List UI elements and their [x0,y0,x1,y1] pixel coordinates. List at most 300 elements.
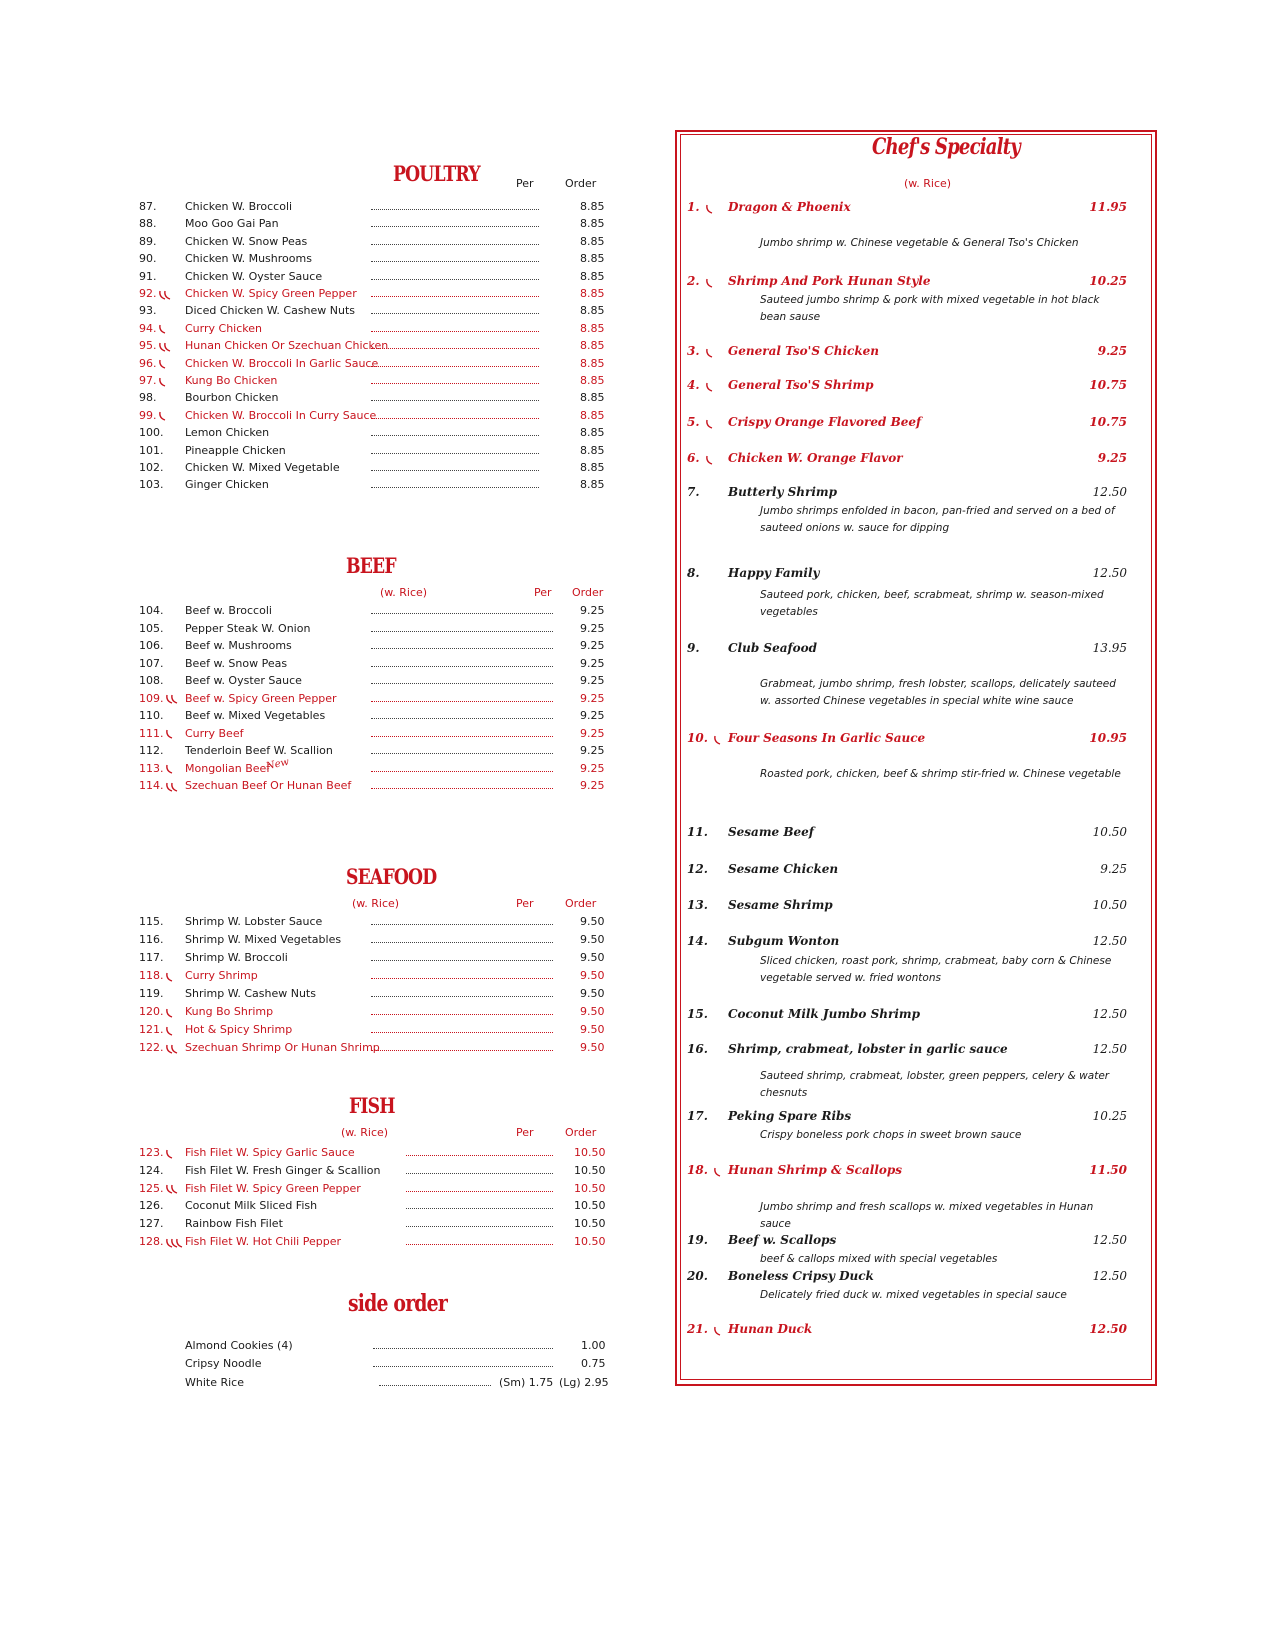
item-description: Roasted pork, chicken, beef & shrimp stir-fried w. Chinese vegetable [760,768,1121,780]
item-number [139,461,181,474]
item-price: 9.25 [580,761,605,775]
seafood-rice-note: (w. Rice) [352,897,400,910]
item-price: 9.25 [1100,862,1127,876]
item-number-text: 1. [687,200,700,214]
leader-dots [371,666,553,667]
item-description: Sauteed shrimp, crabmeat, lobster, green peppers, celery & water chesnuts [760,1070,1110,1099]
item-price: 10.75 [1089,378,1127,392]
item-name: Hunan Duck [728,1322,813,1336]
item-number [139,478,181,491]
item-number [687,1269,708,1283]
item-number-text: 95. [139,339,157,353]
item-price: 9.25 [580,691,605,705]
specialty-item [687,274,1127,292]
chili-pepper-icon [158,359,169,370]
leader-dots [371,348,539,349]
leader-dots [371,435,539,436]
specialty-item [687,934,1127,952]
item-name: Four Seasons In Garlic Sauce [728,731,926,745]
item-number [139,1199,181,1212]
item-price: 9.25 [1097,344,1127,358]
item-number-text: 117. [139,951,164,964]
beef-per-header: Per [534,586,552,599]
list-item [139,391,609,408]
item-price: 8.85 [580,304,605,318]
item-name: Rainbow Fish Filet [185,1217,283,1231]
fish-rice-note: (w. Rice) [341,1126,389,1139]
poultry-order-header: Order [565,177,597,190]
item-number-text: 124. [139,1163,164,1177]
item-number-text: 16. [687,1042,708,1056]
item-number [139,217,181,230]
item-name: Shrimp W. Broccoli [185,951,288,964]
item-number [687,200,716,214]
item-number-text: 20. [687,1269,708,1283]
item-number [687,566,700,580]
item-name: Kung Bo Shrimp [185,1005,274,1018]
item-number [139,391,181,404]
leader-dots [406,1155,553,1156]
chili-pepper-icon [705,348,716,359]
item-name: Shrimp And Pork Hunan Style [728,274,931,288]
chili-pepper-icon [165,1184,181,1195]
item-name: Hunan Shrimp & Scallops [728,1163,903,1177]
item-name: Diced Chicken W. Cashew Nuts [185,304,356,318]
list-item [139,1164,609,1181]
item-name: Moo Goo Gai Pan [185,217,279,231]
leader-dots [371,771,553,772]
item-description: Sauteed pork, chicken, beef, scrabmeat, shrimp w. season-mixed vegetables [760,589,1104,618]
leader-dots [371,366,539,367]
item-name: Beef w. Broccoli [185,604,272,617]
specialty-item [687,344,1127,362]
chili-pepper-icon [705,419,716,430]
item-number [687,1109,708,1123]
item-number-text: 94. [139,321,157,335]
item-name: Beef w. Mixed Vegetables [185,709,326,722]
item-number-text: 125. [139,1181,164,1195]
item-number-text: 13. [687,898,708,912]
side-order-title: side order [348,1290,447,1317]
leader-dots [379,1385,491,1386]
item-number-text: 7. [687,485,700,499]
item-price: 12.50 [1092,1042,1127,1056]
list-item [139,915,609,932]
chili-pepper-icon [158,411,169,422]
list-item [139,1041,609,1058]
item-number [687,344,716,358]
item-number-text: 100. [139,426,164,440]
new-badge: New [265,756,291,772]
item-number-text: 116. [139,933,164,946]
item-number-text: 104. [139,604,164,617]
item-name: Chicken W. Orange Flavor [728,451,903,465]
item-number [687,1233,708,1247]
item-number [687,378,716,392]
item-number [139,1023,181,1036]
item-number-text: 14. [687,934,708,948]
item-number-text: 127. [139,1217,164,1231]
leader-dots [371,613,553,614]
leader-dots [371,470,539,471]
item-number-text: 21. [687,1322,708,1336]
list-item [139,674,609,691]
item-number [139,744,181,757]
item-number [687,1322,724,1336]
leader-dots [406,1226,553,1227]
chili-pepper-icon [158,377,169,388]
item-name: Butterly Shrimp [728,485,837,499]
leader-dots [371,418,539,419]
item-number [139,304,181,317]
list-item [139,639,609,656]
item-number-text: 11. [687,825,708,839]
item-number-text: 120. [139,1005,164,1018]
item-number-text: 2. [687,274,700,288]
list-item [139,357,609,374]
fish-order-header: Order [565,1126,597,1139]
item-name: Chicken W. Mushrooms [185,252,312,266]
item-name: Curry Beef [185,726,244,740]
leader-dots [371,648,553,649]
item-number [687,1163,724,1177]
item-number-text: 123. [139,1146,164,1159]
item-name: Cripsy Noodle [185,1357,262,1370]
item-name: Hunan Chicken Or Szechuan Chicken [185,339,389,353]
item-name: Pepper Steak W. Onion [185,621,311,635]
item-number-text: 99. [139,408,157,422]
item-number-text: 111. [139,726,164,740]
item-number-text: 3. [687,344,700,358]
item-price: 10.50 [574,1181,606,1195]
chili-pepper-icon [165,1008,176,1019]
item-name: General Tso'S Chicken [728,344,879,358]
list-item [139,987,609,1004]
chili-pepper-icon [713,735,724,746]
item-number [139,604,181,617]
item-price: 11.95 [1089,200,1127,214]
item-price: 10.75 [1089,415,1127,429]
item-number-text: 107. [139,656,164,670]
item-number-text: 115. [139,915,164,928]
leader-dots [371,683,553,684]
item-price: 8.85 [580,408,605,422]
seafood-title: SEAFOOD [346,864,437,889]
item-number [139,657,181,670]
item-price: 9.50 [580,987,605,1000]
item-price: 8.85 [580,252,605,266]
item-number [139,1005,181,1018]
item-name: Subgum Wonton [728,934,840,948]
specialty-item [687,1322,1127,1340]
chili-pepper-icon [713,1167,724,1178]
list-item [139,969,609,986]
item-price: 9.50 [580,1005,605,1018]
list-item [139,235,609,252]
list-item [139,217,609,234]
item-number [687,731,724,745]
item-name: Kung Bo Chicken [185,374,278,387]
list-item [139,692,609,709]
list-item [139,1376,609,1393]
item-number [139,1182,181,1195]
item-price: 9.25 [1097,451,1127,465]
chili-pepper-icon [165,729,176,740]
beef-order-header: Order [572,586,604,599]
item-name: Shrimp W. Mixed Vegetables [185,933,342,946]
item-number [687,451,716,465]
item-price: 9.50 [580,969,605,982]
item-price: 8.85 [580,443,605,457]
item-number [139,951,181,964]
poultry-per-header: Per [516,177,534,190]
item-name: Chicken W. Broccoli In Curry Sauce [185,408,377,422]
item-number [139,270,181,283]
item-number-text: 4. [687,378,700,392]
item-number-text: 88. [139,217,157,231]
chili-pepper-icon [165,1149,176,1160]
list-item [139,1199,609,1216]
specialty-item [687,1109,1127,1127]
item-name: Chicken W. Broccoli In Garlic Sauce [185,356,379,370]
item-number-text: 18. [687,1163,708,1177]
specialty-item [687,1163,1127,1181]
leader-dots [371,244,539,245]
item-number [139,444,181,457]
fish-per-header: Per [516,1126,534,1139]
item-number-text: 96. [139,356,157,370]
item-name: Beef w. Mushrooms [185,639,292,652]
item-price: 9.25 [580,709,605,722]
item-name: Shrimp W. Cashew Nuts [185,987,316,1000]
leader-dots [371,718,553,719]
item-number-text: 12. [687,862,708,876]
list-item [139,756,609,779]
item-number [139,1217,181,1230]
item-price: 9.25 [580,674,605,687]
item-number-text: 17. [687,1109,708,1123]
list-item [139,657,609,674]
item-number-text: 113. [139,761,164,775]
list-item [139,1005,609,1022]
leader-dots [371,960,553,961]
item-number [687,934,708,948]
item-price: 12.50 [1092,1269,1127,1283]
specialty-item [687,1042,1127,1060]
list-item [139,1235,609,1252]
leader-dots [373,1348,553,1349]
item-number [687,485,700,499]
item-name: Chicken W. Snow Peas [185,234,308,248]
list-item [139,951,609,968]
chili-pepper-icon [165,694,181,705]
item-number-text: 109. [139,691,164,705]
item-number [139,1235,181,1248]
list-item [139,200,609,217]
item-number-text: 8. [687,566,700,580]
specialty-item [687,1269,1127,1287]
item-description: Sauteed jumbo shrimp & pork with mixed vegetable in hot black bean sause [760,294,1100,323]
list-item [139,339,609,356]
item-number [139,622,181,635]
item-name: Crispy Orange Flavored Beef [728,415,922,429]
item-price: 9.50 [580,1023,605,1036]
item-price: 8.85 [580,461,605,474]
item-name: Peking Spare Ribs [728,1109,852,1123]
item-price: 8.85 [580,287,605,300]
item-number [139,933,181,946]
item-number-text: 126. [139,1199,164,1213]
item-number-text: 90. [139,252,157,266]
leader-dots [371,279,539,280]
leader-dots [371,701,553,702]
list-item [139,252,609,269]
item-price: 10.50 [574,1163,606,1177]
list-item [139,304,609,321]
item-name: Sesame Shrimp [728,898,833,912]
item-number-text: 89. [139,234,157,248]
chili-pepper-icon [158,290,174,301]
item-number-text: 121. [139,1023,164,1036]
chili-pepper-icon [158,324,169,335]
item-name: Shrimp W. Lobster Sauce [185,915,323,928]
chili-pepper-icon [705,455,716,466]
item-price: 12.50 [1092,485,1127,499]
chili-pepper-icon [705,278,716,289]
item-price: 8.85 [580,391,605,405]
item-number [139,639,181,652]
leader-dots [371,261,539,262]
item-number [139,409,181,422]
item-name: Pineapple Chicken [185,443,286,457]
item-number-text: 108. [139,674,164,687]
chili-pepper-icon [713,1326,724,1337]
item-number [139,915,181,928]
item-price-small: (Sm) 1.75 [499,1376,554,1389]
item-number [687,641,700,655]
item-number-text: 110. [139,709,164,722]
list-item [139,1182,609,1199]
item-number-text: 19. [687,1233,708,1247]
chili-pepper-icon [165,1026,176,1037]
item-price: 9.50 [580,951,605,964]
item-description: Sliced chicken, roast pork, shrimp, crabmeat, baby corn & Chinese vegetable served w. fried wontons [760,955,1112,984]
beef-rice-note: (w. Rice) [380,586,428,599]
item-description: beef & callops mixed with special vegetables [760,1253,998,1265]
item-price: 9.25 [580,726,605,740]
list-item [139,1023,609,1040]
item-number-text: 112. [139,744,164,757]
item-price: 12.50 [1092,566,1127,580]
item-number [687,274,716,288]
item-number-text: 103. [139,478,164,492]
item-description: Jumbo shrimps enfolded in bacon, pan-fried and served on a bed of sauteed onions w. sauce for dipping [760,505,1115,534]
item-name: Szechuan Shrimp Or Hunan Shrimp [185,1041,380,1054]
item-number [139,235,181,248]
item-name: Szechuan Beef Or Hunan Beef [185,779,352,792]
list-item [139,1146,609,1163]
leader-dots [371,1032,553,1033]
item-name: Sesame Chicken [728,862,839,876]
item-number [139,762,181,775]
leader-dots [371,209,539,210]
beef-title: BEEF [346,553,396,578]
item-number [139,1041,181,1054]
leader-dots [371,383,539,384]
item-number [139,674,181,687]
item-number [139,374,181,387]
item-description: Delicately fried duck w. mixed vegetables in special sauce [760,1289,1067,1301]
leader-dots [371,487,539,488]
leader-dots [371,924,553,925]
item-price: 12.50 [1089,1322,1127,1336]
leader-dots [371,736,553,737]
item-name: Fish Filet W. Fresh Ginger & Scallion [185,1163,381,1177]
item-price: 8.85 [580,321,605,335]
item-number [139,1146,181,1159]
item-number [139,200,181,213]
fish-title: FISH [349,1093,395,1118]
item-price: 12.50 [1092,934,1127,948]
leader-dots [371,1014,553,1015]
list-item [139,409,609,426]
item-number-text: 101. [139,443,164,457]
item-name: Happy Family [728,566,820,580]
chef-title: Chef's Specialty [872,134,1020,160]
item-number [139,987,181,1000]
item-price: 12.50 [1092,1233,1127,1247]
item-price: 8.85 [580,478,605,492]
item-name: Fish Filet W. Spicy Garlic Sauce [185,1146,355,1159]
item-price: 9.50 [580,933,605,946]
item-price: 9.25 [580,604,605,617]
item-number [139,322,181,335]
item-number [139,287,181,300]
item-number-text: 114. [139,779,164,792]
chili-pepper-icon [165,1238,186,1249]
item-price: 9.50 [580,1041,605,1054]
item-name: Beef w. Oyster Sauce [185,674,302,687]
item-name: Lemon Chicken [185,426,270,440]
list-item [139,322,609,339]
item-name: Beef w. Scallops [728,1233,837,1247]
item-name: White Rice [185,1376,244,1389]
item-name: Chicken W. Oyster Sauce [185,269,323,283]
item-price: 9.25 [580,656,605,670]
leader-dots [406,1208,553,1209]
item-name: Curry Chicken [185,321,262,335]
specialty-item [687,415,1127,433]
list-item [139,444,609,461]
item-number [687,825,708,839]
specialty-item [687,641,1127,659]
item-number-text: 10. [687,731,708,745]
item-price: 13.95 [1092,641,1127,655]
leader-dots [371,331,539,332]
leader-dots [406,1244,553,1245]
item-price: 8.85 [580,356,605,370]
item-number [139,339,181,352]
list-item [139,374,609,391]
item-name: Hot & Spicy Shrimp [185,1023,293,1036]
item-price: 8.85 [580,426,605,440]
item-name: Shrimp, crabmeat, lobster in garlic sauce [728,1042,1008,1056]
item-price: 12.50 [1092,1007,1127,1021]
item-name: Beef w. Spicy Green Pepper [185,691,337,705]
chili-pepper-icon [158,342,174,353]
specialty-item [687,862,1127,880]
item-number-text: 118. [139,969,164,982]
